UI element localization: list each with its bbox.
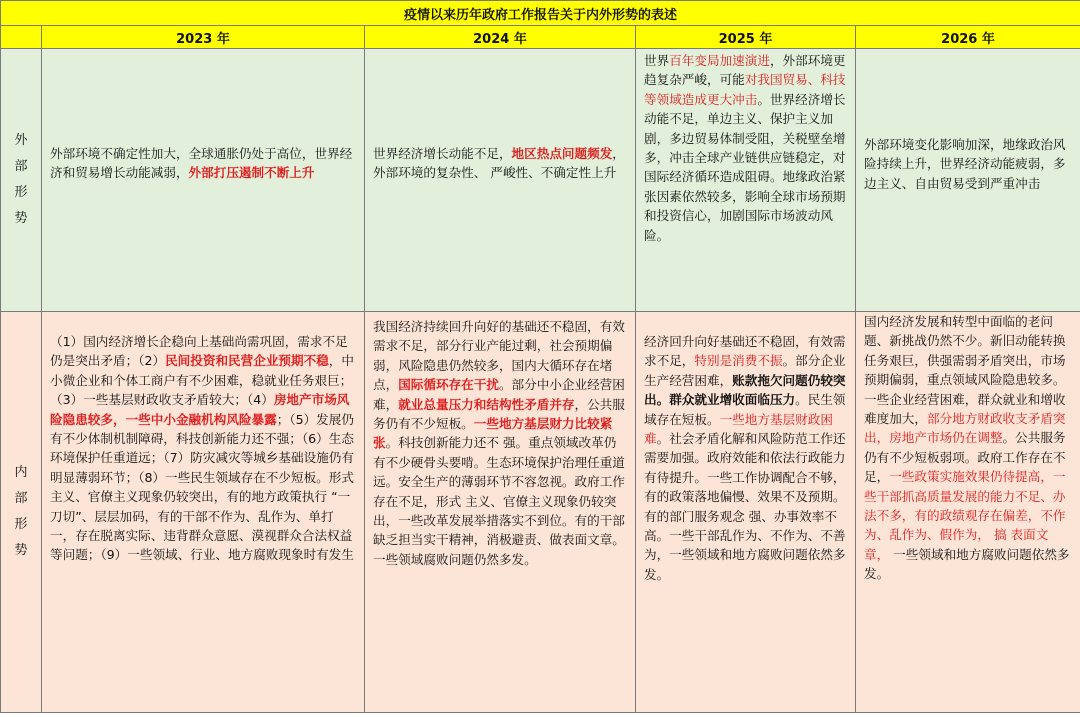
text-segment: 特别是消费不振 — [694, 353, 783, 369]
table-row — [1, 312, 1080, 713]
text-segment: （1）国内经济增长企稳向上基础尚需巩固，需求不足仍是突出矛盾；（2） — [50, 334, 348, 369]
text-segment: 世界 — [644, 53, 670, 68]
text-segment: 国内经济发展和转型中面临的老问题、新挑战仍然不少。新旧动能转换任务艰巨，供强需弱矛盾突出，市场预期偏弱，重点领域风险隐患较多。一些企业经营困难，群众就业和增收难度加大， — [864, 314, 1066, 427]
text-segment: 。社会矛盾化解和风险防范工作还需要加强。政府效能和依法行政能力有待提升。一些工作协调配合不够，有的政策落地偏慢、效果不及预期。有的部门服务观念 强、办事效率不高。一些干部乱作为、不作为、不善为，一些领域和地方腐败问题依然多发。 — [644, 431, 846, 582]
text-segment: 一些政策实施效果仍待提高，一些干部抓高质量发展的能力不足、办法不多，有的政绩观存在偏差，不作为、乱作为、假作为， 搞 表面文章， — [864, 469, 1066, 562]
text-segment: 。民生领域存在短板。 — [644, 392, 846, 427]
text-segment: 百年变局加速演进 — [669, 53, 770, 68]
text-segment: ，中小微企业和个体工商户有不少困难，稳就业任务艰巨；（3）一些基层财政收支矛盾较大；（4） — [50, 353, 354, 408]
text-segment: 外部环境不确定性加大，全球通胀仍处于高位，世界经济和贸易增长动能减弱， — [50, 146, 353, 181]
text-segment: 我国经济持续回升向好的基础还不稳固，有效需求不足，部分行业产能过剩，社会预期偏弱，风险隐患仍然较多，国内大循环存在堵点， — [373, 319, 625, 393]
text-segment: 。科技创新能力还不 强。重点领域改革仍有不少硬骨头要啃。生态环境保护治理任重道远。安全生产的薄弱环节不容忽视。政府工作存在不足，形式 主义、官僚主义现象仍较突出，一些改革发展举措落实不到位。有的干部缺乏担当实干精神，消极避责、做表面文章。一些领域腐败问题仍然多发。 — [373, 435, 625, 567]
year-header-2026: 2026 年 — [856, 26, 1080, 49]
external-2024-cell — [365, 49, 636, 312]
year-header-2023: 2023 年 — [42, 26, 365, 49]
row-label-internal: 内 部 形 势 — [1, 312, 42, 713]
internal-2024-cell — [365, 312, 636, 713]
text-segment: 账款拖欠问题仍较突出。群众就业增收面临压力 — [644, 372, 846, 408]
text-segment: 国际循环存在干扰 — [398, 377, 499, 393]
table-row — [1, 49, 1080, 312]
text-segment: 。公共服务仍有不少短板弱项。政府工作存在不足， — [864, 430, 1066, 485]
text-segment: ；（5）发展仍有不少体制机制障碍，科技创新能力还不强；（6）生态环境保护任重道远；（7）防灾减灾等城乡基础设施仍有明显薄弱环节；（8）一些民生领域存在不少短板。形式主义、官僚主义现象仍较突出，有的地方政策执行 “一刀切”、层层加码，有的干部不作为、乱作为、单打一，存在脱离实际、违背群众意愿、漠视群众合法权益等问题；（9）一些领域、行业、地方腐败现象时有发生 — [50, 411, 354, 563]
text-segment: 外部打压遏制不断上升 — [188, 165, 315, 181]
external-2025-cell — [636, 49, 856, 312]
table-title: 疫情以来历年政府工作报告关于内外形势的表述 — [1, 1, 1080, 26]
text-segment: 就业总量压力和结构性矛盾并存 — [398, 396, 575, 412]
year-header-2024: 2024 年 — [365, 26, 636, 49]
external-2023-cell — [42, 49, 365, 312]
text-segment: 对我国贸易、科技等领域造成更大冲击 — [644, 72, 846, 107]
text-segment: 一些领域和地方腐败问题依然多发。 — [864, 546, 1070, 582]
text-segment: ，外部环境更趋复杂严峻，可能 — [644, 53, 846, 88]
text-segment: 地区热点问题频发 — [511, 146, 613, 161]
text-segment: ，公共服务仍有不少短板。 — [373, 396, 625, 432]
text-segment: 。部分企业生产经营困难， — [644, 353, 846, 388]
text-segment: 经济回升向好基础还不稳固，有效需求不足， — [644, 334, 846, 369]
internal-2025-cell — [636, 312, 856, 713]
text-segment: 民间投资和民营企业预期不稳 — [165, 353, 329, 369]
text-segment: 。世界经济增长动能不足，单边主义、保护主义加剧，多边贸易体制受阻，关税壁垒增多，冲击全球产业链供应链稳定，对国际经济循环造成阻碍。地缘政治紧张因素依然较多，影响全球市场预期和投资信心，加剧国际市场波动风险。 — [644, 91, 846, 243]
internal-2026-cell — [856, 312, 1080, 713]
text-segment: 房地产市场风险隐患较多，一些中小金融机构风险暴露 — [50, 392, 350, 427]
external-2026-cell — [856, 49, 1080, 312]
text-segment: 部分地方财政收支矛盾突出，房地产市场仍在调整 — [864, 411, 1066, 446]
row-label-external: 外 部 形 势 — [1, 49, 42, 312]
year-header-2025: 2025 年 — [636, 26, 856, 49]
text-segment: 。部分中小企业经营困难， — [373, 377, 625, 412]
corner-cell — [1, 26, 42, 49]
text-segment: 外部环境变化影响加深，地缘政治风险持续上升，世界经济动能疲弱，多边主义、自由贸易受到严重冲击 — [864, 137, 1066, 191]
text-segment: 一些地方基层财政困难 — [644, 411, 833, 447]
internal-2023-cell — [42, 312, 365, 713]
text-segment: ，外部环境的复杂性、 严峻性、不确定性上升 — [373, 146, 625, 181]
text-segment: 世界经济增长动能不足， — [373, 146, 512, 161]
text-segment: 一些地方基层财力比较紧张 — [373, 416, 613, 451]
